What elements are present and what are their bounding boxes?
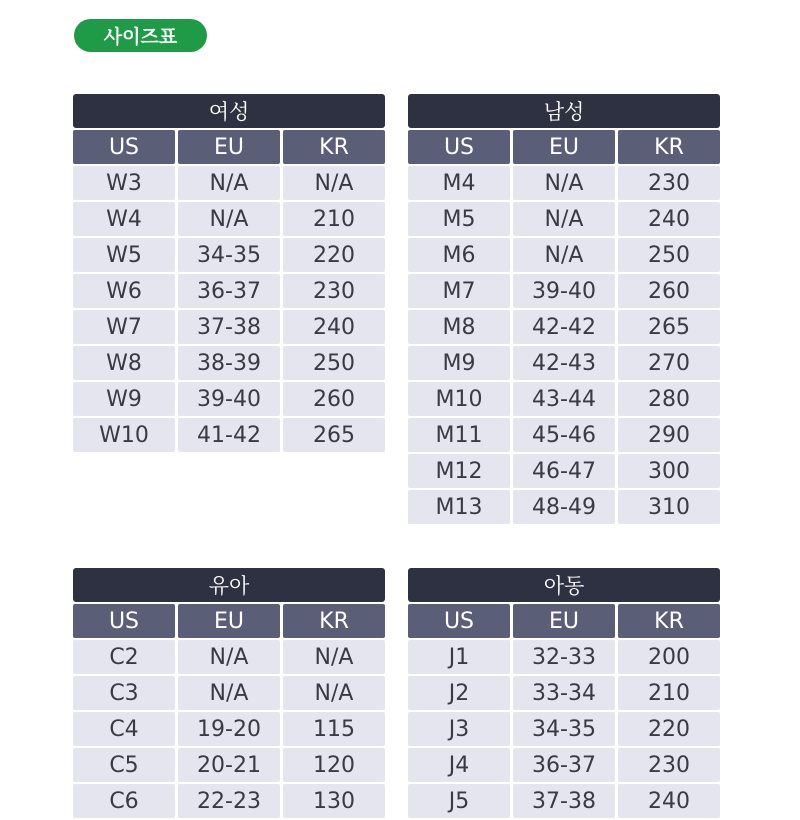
table-cell: N/A	[178, 676, 280, 710]
table-cell: C2	[73, 640, 175, 674]
table-row	[408, 784, 720, 818]
column-header: EU	[513, 130, 615, 164]
column-header: EU	[178, 604, 280, 638]
table-cell: W8	[73, 346, 175, 380]
table-row	[408, 310, 720, 344]
table-row	[408, 454, 720, 488]
table-row	[73, 676, 385, 710]
table-cell: 310	[618, 490, 720, 524]
table-cell: 39-40	[513, 274, 615, 308]
table-cell: 210	[618, 676, 720, 710]
table-cell: N/A	[283, 640, 385, 674]
table-cell: 265	[618, 310, 720, 344]
table-row	[73, 748, 385, 782]
table-cell: 46-47	[513, 454, 615, 488]
table-cell: M4	[408, 166, 510, 200]
table-cell: 32-33	[513, 640, 615, 674]
table-cell: 260	[283, 382, 385, 416]
table-cell: 36-37	[513, 748, 615, 782]
table-row	[73, 310, 385, 344]
header-row	[73, 130, 385, 164]
table-cell: 39-40	[178, 382, 280, 416]
table-cell: C6	[73, 784, 175, 818]
table-cell: 270	[618, 346, 720, 380]
table-row	[408, 202, 720, 236]
table-cell: 19-20	[178, 712, 280, 746]
table-cell: 48-49	[513, 490, 615, 524]
column-header: KR	[618, 604, 720, 638]
table-cell: C5	[73, 748, 175, 782]
table-cell: W5	[73, 238, 175, 272]
table-row	[408, 382, 720, 416]
table-cell: 34-35	[513, 712, 615, 746]
table-cell: N/A	[283, 676, 385, 710]
table-row	[73, 274, 385, 308]
table-row	[73, 784, 385, 818]
table-cell: 41-42	[178, 418, 280, 452]
table-cell: J1	[408, 640, 510, 674]
table-row	[73, 712, 385, 746]
table-cell: 38-39	[178, 346, 280, 380]
table-row	[73, 166, 385, 200]
header-row	[408, 604, 720, 638]
table-cell: 230	[618, 166, 720, 200]
table-cell: 240	[618, 784, 720, 818]
table-cell: 120	[283, 748, 385, 782]
table-row	[408, 238, 720, 272]
table-cell: N/A	[178, 640, 280, 674]
table-cell: 37-38	[513, 784, 615, 818]
table-cell: W9	[73, 382, 175, 416]
table-cell: J5	[408, 784, 510, 818]
table-cell: J2	[408, 676, 510, 710]
table-cell: 200	[618, 640, 720, 674]
table-row	[408, 676, 720, 710]
column-header: US	[408, 130, 510, 164]
table-cell: N/A	[513, 166, 615, 200]
table-cell: M11	[408, 418, 510, 452]
table-row	[408, 490, 720, 524]
table-cell: 115	[283, 712, 385, 746]
column-header: US	[73, 130, 175, 164]
table-row	[408, 640, 720, 674]
table-cell: 300	[618, 454, 720, 488]
table-cell: 43-44	[513, 382, 615, 416]
table-row	[73, 640, 385, 674]
column-header: US	[408, 604, 510, 638]
table-row	[408, 346, 720, 380]
table-cell: 290	[618, 418, 720, 452]
table-title: 남성	[408, 94, 720, 128]
table-cell: 42-42	[513, 310, 615, 344]
table-cell: 33-34	[513, 676, 615, 710]
table-cell: 265	[283, 418, 385, 452]
column-header: KR	[283, 130, 385, 164]
table-cell: 250	[618, 238, 720, 272]
table-cell: J3	[408, 712, 510, 746]
table-cell: C4	[73, 712, 175, 746]
table-row	[408, 166, 720, 200]
table-cell: M13	[408, 490, 510, 524]
size-chart-badge: 사이즈표	[74, 19, 207, 52]
table-cell: M12	[408, 454, 510, 488]
table-cell: W4	[73, 202, 175, 236]
table-cell: M5	[408, 202, 510, 236]
column-header: KR	[283, 604, 385, 638]
table-cell: W10	[73, 418, 175, 452]
table-title: 유아	[73, 568, 385, 602]
table-cell: M6	[408, 238, 510, 272]
table-cell: 230	[283, 274, 385, 308]
table-cell: 220	[618, 712, 720, 746]
table-cell: 20-21	[178, 748, 280, 782]
table-cell: 130	[283, 784, 385, 818]
size-table-women	[73, 94, 385, 454]
size-table-infant	[73, 568, 385, 820]
table-cell: 240	[618, 202, 720, 236]
column-header: EU	[178, 130, 280, 164]
table-row	[408, 418, 720, 452]
table-cell: M8	[408, 310, 510, 344]
header-row	[408, 130, 720, 164]
table-cell: M9	[408, 346, 510, 380]
table-cell: 45-46	[513, 418, 615, 452]
table-cell: W6	[73, 274, 175, 308]
table-cell: C3	[73, 676, 175, 710]
table-row	[408, 748, 720, 782]
table-cell: 240	[283, 310, 385, 344]
table-cell: 230	[618, 748, 720, 782]
table-cell: N/A	[513, 202, 615, 236]
column-header: EU	[513, 604, 615, 638]
table-row	[73, 346, 385, 380]
table-cell: 210	[283, 202, 385, 236]
column-header: US	[73, 604, 175, 638]
table-cell: 34-35	[178, 238, 280, 272]
table-row	[408, 712, 720, 746]
table-title: 여성	[73, 94, 385, 128]
table-row	[73, 418, 385, 452]
table-cell: N/A	[283, 166, 385, 200]
table-cell: M7	[408, 274, 510, 308]
table-title: 아동	[408, 568, 720, 602]
table-row	[73, 238, 385, 272]
table-row	[73, 382, 385, 416]
table-cell: 280	[618, 382, 720, 416]
table-cell: 36-37	[178, 274, 280, 308]
table-cell: J4	[408, 748, 510, 782]
table-cell: 220	[283, 238, 385, 272]
size-table-men	[408, 94, 720, 526]
table-cell: 42-43	[513, 346, 615, 380]
table-cell: 260	[618, 274, 720, 308]
size-table-kids	[408, 568, 720, 820]
table-cell: N/A	[178, 166, 280, 200]
table-cell: N/A	[178, 202, 280, 236]
header-row	[73, 604, 385, 638]
table-cell: W3	[73, 166, 175, 200]
table-row	[73, 202, 385, 236]
table-cell: N/A	[513, 238, 615, 272]
table-cell: M10	[408, 382, 510, 416]
table-cell: W7	[73, 310, 175, 344]
column-header: KR	[618, 130, 720, 164]
table-cell: 37-38	[178, 310, 280, 344]
table-row	[408, 274, 720, 308]
table-cell: 250	[283, 346, 385, 380]
table-cell: 22-23	[178, 784, 280, 818]
